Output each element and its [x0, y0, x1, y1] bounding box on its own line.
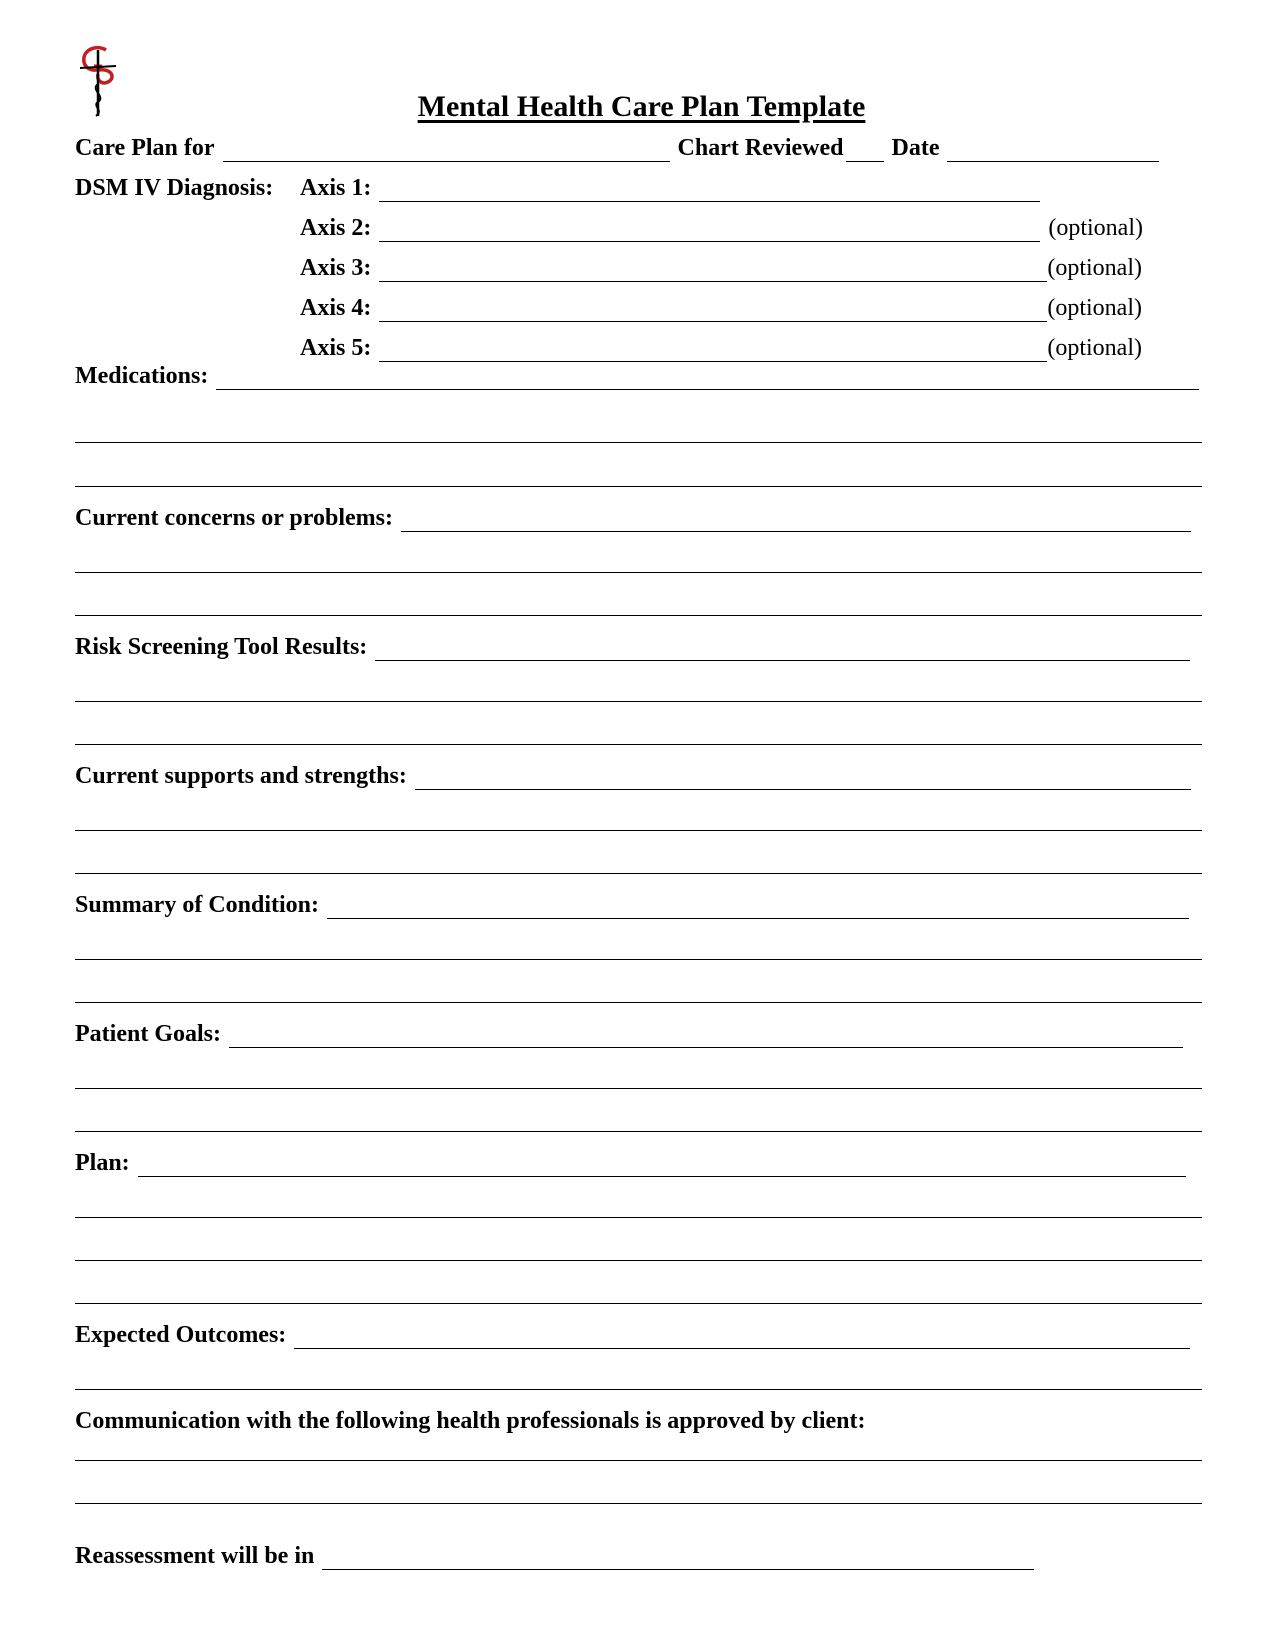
header-row — [75, 130, 1159, 162]
concerns-row — [75, 500, 1191, 532]
summary-label: Summary of Condition: — [75, 892, 320, 918]
axis-3-optional-note: (optional) — [1047, 255, 1142, 281]
summary-line-3[interactable] — [75, 1002, 1202, 1003]
communication-label: Communication with the following health professionals is approved by client: — [75, 1408, 866, 1434]
summary-field[interactable] — [327, 894, 1189, 919]
diagnosis-label-row — [75, 170, 273, 202]
care-plan-for-label: Care Plan for — [75, 135, 215, 161]
date-label: Date — [891, 135, 940, 161]
dsm-diagnosis-label: DSM IV Diagnosis: — [75, 175, 274, 201]
axis-2-field[interactable] — [379, 217, 1040, 242]
concerns-line-2[interactable] — [75, 572, 1202, 573]
goals-label: Patient Goals: — [75, 1021, 221, 1047]
supports-line-3[interactable] — [75, 873, 1202, 874]
communication-line-2[interactable] — [75, 1503, 1202, 1504]
medications-label: Medications: — [75, 363, 209, 389]
axis-4-label: Axis 4: — [300, 295, 372, 321]
medications-field[interactable] — [216, 365, 1199, 390]
date-field[interactable] — [947, 137, 1159, 162]
risk-line-2[interactable] — [75, 701, 1202, 702]
supports-label: Current supports and strengths: — [75, 763, 407, 789]
axis-5-optional-note: (optional) — [1047, 335, 1142, 361]
outcomes-label: Expected Outcomes: — [75, 1322, 287, 1348]
chart-reviewed-label: Chart Reviewed — [677, 135, 844, 161]
risk-field[interactable] — [375, 636, 1190, 661]
goals-line-2[interactable] — [75, 1088, 1202, 1089]
supports-row — [75, 758, 1191, 790]
axis-4-row — [300, 290, 1142, 322]
plan-line-3[interactable] — [75, 1260, 1202, 1261]
goals-line-3[interactable] — [75, 1131, 1202, 1132]
axis-1-field[interactable] — [379, 177, 1040, 202]
goals-field[interactable] — [229, 1023, 1183, 1048]
medications-line-3[interactable] — [75, 486, 1202, 487]
medications-line-2[interactable] — [75, 442, 1202, 443]
axis-4-field[interactable] — [379, 297, 1047, 322]
communication-row — [75, 1403, 866, 1435]
reassessment-field[interactable] — [322, 1545, 1034, 1570]
plan-field[interactable] — [138, 1152, 1186, 1177]
communication-line-1[interactable] — [75, 1460, 1202, 1461]
outcomes-line-2[interactable] — [75, 1389, 1202, 1390]
plan-line-4[interactable] — [75, 1303, 1202, 1304]
risk-line-3[interactable] — [75, 744, 1202, 745]
supports-line-2[interactable] — [75, 830, 1202, 831]
medications-row — [75, 358, 1199, 390]
axis-2-optional-note: (optional) — [1048, 215, 1143, 241]
axis-2-row — [300, 210, 1143, 242]
axis-4-optional-note: (optional) — [1047, 295, 1142, 321]
risk-row — [75, 629, 1190, 661]
reassessment-row — [75, 1538, 1034, 1570]
axis-3-row — [300, 250, 1142, 282]
supports-field[interactable] — [415, 765, 1191, 790]
concerns-label: Current concerns or problems: — [75, 505, 393, 531]
plan-line-2[interactable] — [75, 1217, 1202, 1218]
summary-line-2[interactable] — [75, 959, 1202, 960]
page-title: Mental Health Care Plan Template — [417, 90, 866, 123]
plan-label: Plan: — [75, 1150, 130, 1176]
outcomes-field[interactable] — [294, 1324, 1190, 1349]
care-plan-for-field[interactable] — [223, 137, 670, 162]
risk-label: Risk Screening Tool Results: — [75, 634, 368, 660]
reassessment-label: Reassessment will be in — [75, 1543, 315, 1569]
axis-3-field[interactable] — [379, 257, 1047, 282]
axis-2-label: Axis 2: — [300, 215, 372, 241]
axis-3-label: Axis 3: — [300, 255, 372, 281]
summary-row — [75, 887, 1189, 919]
axis-1-row — [300, 170, 1040, 202]
plan-row — [75, 1145, 1186, 1177]
axis-5-label: Axis 5: — [300, 335, 372, 361]
outcomes-row — [75, 1317, 1190, 1349]
goals-row — [75, 1016, 1183, 1048]
axis-1-label: Axis 1: — [300, 175, 372, 201]
chart-reviewed-field[interactable] — [846, 137, 884, 162]
concerns-field[interactable] — [401, 507, 1191, 532]
concerns-line-3[interactable] — [75, 615, 1202, 616]
